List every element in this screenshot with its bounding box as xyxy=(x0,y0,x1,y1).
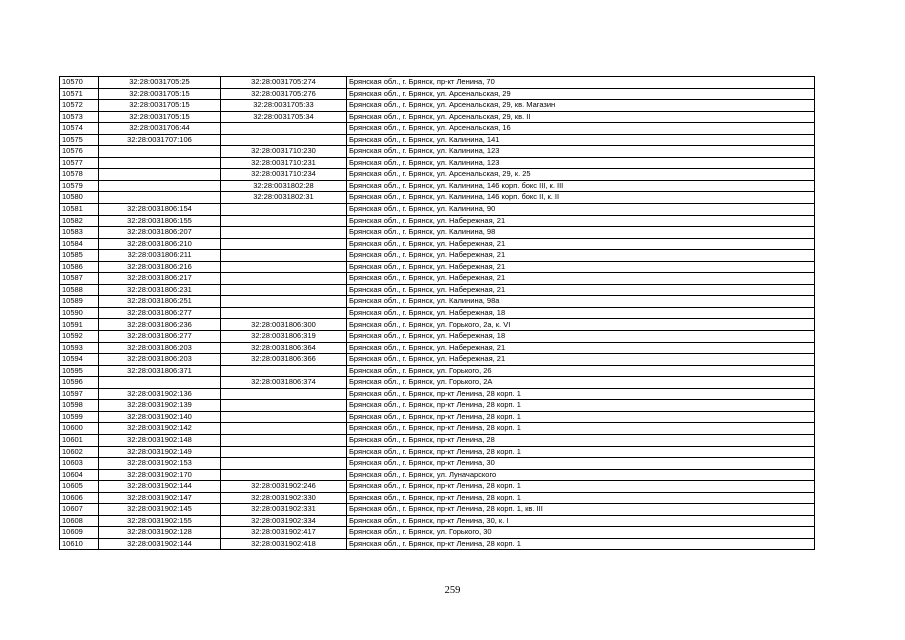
record-number-cell: 10587 xyxy=(60,273,99,285)
record-number-cell: 10578 xyxy=(60,169,99,181)
record-number-cell: 10590 xyxy=(60,307,99,319)
address-cell: Брянская обл., г. Брянск, пр-кт Ленина, 28 корп. 1 xyxy=(347,492,815,504)
table-row xyxy=(60,100,815,112)
parcel-number-cell xyxy=(99,146,221,158)
record-number-cell: 10603 xyxy=(60,458,99,470)
parcel-number-cell: 32:28:0031902:144 xyxy=(99,481,221,493)
object-number-cell: 32:28:0031902:417 xyxy=(221,527,347,539)
table-row xyxy=(60,261,815,273)
address-cell: Брянская обл., г. Брянск, ул. Набережная, 21 xyxy=(347,354,815,366)
parcel-number-cell: 32:28:0031806:277 xyxy=(99,307,221,319)
parcel-number-cell: 32:28:0031806:251 xyxy=(99,296,221,308)
record-number-cell: 10593 xyxy=(60,342,99,354)
object-number-cell: 32:28:0031902:334 xyxy=(221,515,347,527)
address-cell: Брянская обл., г. Брянск, ул. Калинина, 146 корп. бокс II, к. II xyxy=(347,192,815,204)
record-number-cell: 10576 xyxy=(60,146,99,158)
address-cell: Брянская обл., г. Брянск, ул. Набережная, 18 xyxy=(347,331,815,343)
address-cell: Брянская обл., г. Брянск, ул. Набережная, 21 xyxy=(347,261,815,273)
address-cell: Брянская обл., г. Брянск, ул. Арсенальская, 16 xyxy=(347,123,815,135)
record-number-cell: 10571 xyxy=(60,88,99,100)
record-number-cell: 10573 xyxy=(60,111,99,123)
record-number-cell: 10588 xyxy=(60,284,99,296)
record-number-cell: 10581 xyxy=(60,204,99,216)
table-row xyxy=(60,192,815,204)
parcel-number-cell: 32:28:0031902:139 xyxy=(99,400,221,412)
address-cell: Брянская обл., г. Брянск, пр-кт Ленина, 28 корп. 1 xyxy=(347,388,815,400)
parcel-number-cell: 32:28:0031902:145 xyxy=(99,504,221,516)
table-row xyxy=(60,515,815,527)
object-number-cell xyxy=(221,261,347,273)
parcel-number-cell: 32:28:0031806:231 xyxy=(99,284,221,296)
parcel-number-cell: 32:28:0031902:144 xyxy=(99,538,221,550)
address-cell: Брянская обл., г. Брянск, ул. Набережная, 21 xyxy=(347,342,815,354)
address-cell: Брянская обл., г. Брянск, пр-кт Ленина, 28 корп. 1 xyxy=(347,400,815,412)
object-number-cell: 32:28:0031802:31 xyxy=(221,192,347,204)
address-cell: Брянская обл., г. Брянск, ул. Арсенальская, 29, к. 25 xyxy=(347,169,815,181)
record-number-cell: 10600 xyxy=(60,423,99,435)
parcel-number-cell: 32:28:0031902:153 xyxy=(99,458,221,470)
parcel-number-cell: 32:28:0031806:203 xyxy=(99,354,221,366)
record-number-cell: 10607 xyxy=(60,504,99,516)
record-number-cell: 10591 xyxy=(60,319,99,331)
table-row xyxy=(60,411,815,423)
object-number-cell: 32:28:0031710:231 xyxy=(221,157,347,169)
record-number-cell: 10604 xyxy=(60,469,99,481)
table-row xyxy=(60,319,815,331)
record-number-cell: 10574 xyxy=(60,123,99,135)
record-number-cell: 10572 xyxy=(60,100,99,112)
object-number-cell: 32:28:0031902:418 xyxy=(221,538,347,550)
address-cell: Брянская обл., г. Брянск, ул. Калинина, 98а xyxy=(347,296,815,308)
parcel-number-cell: 32:28:0031806:207 xyxy=(99,227,221,239)
table-row xyxy=(60,123,815,135)
address-cell: Брянская обл., г. Брянск, ул. Луначарского xyxy=(347,469,815,481)
object-number-cell: 32:28:0031705:33 xyxy=(221,100,347,112)
parcel-number-cell: 32:28:0031902:148 xyxy=(99,434,221,446)
object-number-cell xyxy=(221,273,347,285)
table-row xyxy=(60,250,815,262)
object-number-cell xyxy=(221,215,347,227)
address-cell: Брянская обл., г. Брянск, пр-кт Ленина, 28 корп. 1 xyxy=(347,446,815,458)
object-number-cell xyxy=(221,296,347,308)
table-row xyxy=(60,458,815,470)
record-number-cell: 10595 xyxy=(60,365,99,377)
address-cell: Брянская обл., г. Брянск, ул. Арсенальская, 29 xyxy=(347,88,815,100)
table-row xyxy=(60,204,815,216)
parcel-number-cell: 32:28:0031707:106 xyxy=(99,134,221,146)
object-number-cell xyxy=(221,388,347,400)
parcel-number-cell: 32:28:0031902:155 xyxy=(99,515,221,527)
table-row xyxy=(60,157,815,169)
parcel-number-cell: 32:28:0031902:128 xyxy=(99,527,221,539)
object-number-cell xyxy=(221,284,347,296)
parcel-number-cell: 32:28:0031806:154 xyxy=(99,204,221,216)
table-row xyxy=(60,354,815,366)
parcel-number-cell: 32:28:0031806:155 xyxy=(99,215,221,227)
table-row xyxy=(60,342,815,354)
parcel-number-cell xyxy=(99,157,221,169)
table-row xyxy=(60,469,815,481)
object-number-cell xyxy=(221,307,347,319)
object-number-cell xyxy=(221,446,347,458)
parcel-number-cell: 32:28:0031902:149 xyxy=(99,446,221,458)
address-cell: Брянская обл., г. Брянск, пр-кт Ленина, 30 xyxy=(347,458,815,470)
record-number-cell: 10602 xyxy=(60,446,99,458)
record-number-cell: 10597 xyxy=(60,388,99,400)
object-number-cell: 32:28:0031710:230 xyxy=(221,146,347,158)
object-number-cell: 32:28:0031705:276 xyxy=(221,88,347,100)
parcel-number-cell: 32:28:0031705:15 xyxy=(99,88,221,100)
object-number-cell xyxy=(221,423,347,435)
parcel-number-cell: 32:28:0031806:277 xyxy=(99,331,221,343)
record-number-cell: 10609 xyxy=(60,527,99,539)
record-number-cell: 10585 xyxy=(60,250,99,262)
parcel-number-cell: 32:28:0031806:236 xyxy=(99,319,221,331)
address-cell: Брянская обл., г. Брянск, ул. Набережная, 21 xyxy=(347,238,815,250)
record-number-cell: 10606 xyxy=(60,492,99,504)
table-row xyxy=(60,111,815,123)
parcel-number-cell: 32:28:0031902:170 xyxy=(99,469,221,481)
table-row xyxy=(60,434,815,446)
address-cell: Брянская обл., г. Брянск, ул. Калинина, 146 корп. бокс III, к. III xyxy=(347,180,815,192)
record-number-cell: 10592 xyxy=(60,331,99,343)
address-cell: Брянская обл., г. Брянск, пр-кт Ленина, 70 xyxy=(347,77,815,89)
table-row xyxy=(60,446,815,458)
address-cell: Брянская обл., г. Брянск, пр-кт Ленина, 28 корп. 1 xyxy=(347,538,815,550)
parcel-number-cell: 32:28:0031902:140 xyxy=(99,411,221,423)
object-number-cell xyxy=(221,458,347,470)
table-row xyxy=(60,331,815,343)
object-number-cell xyxy=(221,411,347,423)
record-number-cell: 10570 xyxy=(60,77,99,89)
table-row xyxy=(60,169,815,181)
address-cell: Брянская обл., г. Брянск, ул. Калинина, 141 xyxy=(347,134,815,146)
address-cell: Брянская обл., г. Брянск, ул. Набережная, 21 xyxy=(347,250,815,262)
address-cell: Брянская обл., г. Брянск, пр-кт Ленина, 28 корп. 1 xyxy=(347,423,815,435)
object-number-cell xyxy=(221,469,347,481)
object-number-cell: 32:28:0031802:28 xyxy=(221,180,347,192)
record-number-cell: 10583 xyxy=(60,227,99,239)
parcel-number-cell: 32:28:0031902:147 xyxy=(99,492,221,504)
table-row xyxy=(60,481,815,493)
record-number-cell: 10582 xyxy=(60,215,99,227)
parcel-number-cell: 32:28:0031705:15 xyxy=(99,111,221,123)
object-number-cell xyxy=(221,434,347,446)
record-number-cell: 10596 xyxy=(60,377,99,389)
address-cell: Брянская обл., г. Брянск, ул. Набережная, 21 xyxy=(347,284,815,296)
parcel-number-cell: 32:28:0031705:15 xyxy=(99,100,221,112)
table-row xyxy=(60,77,815,89)
address-cell: Брянская обл., г. Брянск, ул. Арсенальская, 29, кв. Магазин xyxy=(347,100,815,112)
object-number-cell xyxy=(221,238,347,250)
parcel-number-cell: 32:28:0031705:25 xyxy=(99,77,221,89)
record-number-cell: 10579 xyxy=(60,180,99,192)
table-row xyxy=(60,215,815,227)
record-number-cell: 10599 xyxy=(60,411,99,423)
address-cell: Брянская обл., г. Брянск, пр-кт Ленина, 28 xyxy=(347,434,815,446)
record-number-cell: 10584 xyxy=(60,238,99,250)
table-row xyxy=(60,273,815,285)
parcel-number-cell: 32:28:0031902:142 xyxy=(99,423,221,435)
record-number-cell: 10608 xyxy=(60,515,99,527)
record-number-cell: 10586 xyxy=(60,261,99,273)
object-number-cell xyxy=(221,400,347,412)
record-number-cell: 10610 xyxy=(60,538,99,550)
parcel-number-cell xyxy=(99,377,221,389)
address-cell: Брянская обл., г. Брянск, ул. Арсенальская, 29, кв. II xyxy=(347,111,815,123)
table-body xyxy=(60,77,815,550)
parcel-number-cell: 32:28:0031806:211 xyxy=(99,250,221,262)
table-row xyxy=(60,504,815,516)
address-cell: Брянская обл., г. Брянск, пр-кт Ленина, 28 корп. 1 xyxy=(347,411,815,423)
object-number-cell xyxy=(221,204,347,216)
parcel-number-cell xyxy=(99,169,221,181)
page-number: 259 xyxy=(444,585,461,596)
record-number-cell: 10594 xyxy=(60,354,99,366)
object-number-cell: 32:28:0031806:300 xyxy=(221,319,347,331)
address-cell: Брянская обл., г. Брянск, ул. Калинина, 90 xyxy=(347,204,815,216)
object-number-cell xyxy=(221,123,347,135)
table-row xyxy=(60,134,815,146)
parcel-number-cell xyxy=(99,180,221,192)
table-row xyxy=(60,400,815,412)
address-cell: Брянская обл., г. Брянск, ул. Горького, 2а, к. VI xyxy=(347,319,815,331)
object-number-cell xyxy=(221,227,347,239)
object-number-cell xyxy=(221,134,347,146)
object-number-cell xyxy=(221,365,347,377)
record-number-cell: 10598 xyxy=(60,400,99,412)
record-number-cell: 10580 xyxy=(60,192,99,204)
parcel-number-cell: 32:28:0031706:44 xyxy=(99,123,221,135)
object-number-cell: 32:28:0031705:34 xyxy=(221,111,347,123)
record-number-cell: 10575 xyxy=(60,134,99,146)
table-row xyxy=(60,180,815,192)
object-number-cell: 32:28:0031902:331 xyxy=(221,504,347,516)
address-cell: Брянская обл., г. Брянск, ул. Горького, 2А xyxy=(347,377,815,389)
parcel-number-cell: 32:28:0031806:216 xyxy=(99,261,221,273)
table-row xyxy=(60,527,815,539)
table-row xyxy=(60,307,815,319)
address-cell: Брянская обл., г. Брянск, ул. Набережная, 21 xyxy=(347,215,815,227)
parcel-number-cell: 32:28:0031902:136 xyxy=(99,388,221,400)
address-cell: Брянская обл., г. Брянск, ул. Набережная, 18 xyxy=(347,307,815,319)
record-number-cell: 10589 xyxy=(60,296,99,308)
table-row xyxy=(60,377,815,389)
record-number-cell: 10601 xyxy=(60,434,99,446)
address-cell: Брянская обл., г. Брянск, ул. Горького, 30 xyxy=(347,527,815,539)
address-cell: Брянская обл., г. Брянск, ул. Калинина, 123 xyxy=(347,157,815,169)
parcel-number-cell: 32:28:0031806:371 xyxy=(99,365,221,377)
object-number-cell: 32:28:0031902:246 xyxy=(221,481,347,493)
address-cell: Брянская обл., г. Брянск, ул. Горького, 26 xyxy=(347,365,815,377)
object-number-cell: 32:28:0031806:374 xyxy=(221,377,347,389)
table-row xyxy=(60,365,815,377)
object-number-cell: 32:28:0031806:364 xyxy=(221,342,347,354)
table-row xyxy=(60,238,815,250)
table-row xyxy=(60,388,815,400)
table-row xyxy=(60,146,815,158)
table-row xyxy=(60,538,815,550)
object-number-cell: 32:28:0031902:330 xyxy=(221,492,347,504)
object-number-cell: 32:28:0031705:274 xyxy=(221,77,347,89)
table-row xyxy=(60,492,815,504)
address-cell: Брянская обл., г. Брянск, ул. Калинина, 98 xyxy=(347,227,815,239)
table-row xyxy=(60,88,815,100)
table-row xyxy=(60,296,815,308)
record-number-cell: 10605 xyxy=(60,481,99,493)
table-row xyxy=(60,423,815,435)
parcel-number-cell: 32:28:0031806:203 xyxy=(99,342,221,354)
object-number-cell: 32:28:0031710:234 xyxy=(221,169,347,181)
address-cell: Брянская обл., г. Брянск, ул. Калинина, 123 xyxy=(347,146,815,158)
object-number-cell: 32:28:0031806:319 xyxy=(221,331,347,343)
parcel-number-cell xyxy=(99,192,221,204)
address-cell: Брянская обл., г. Брянск, ул. Набережная, 21 xyxy=(347,273,815,285)
address-cell: Брянская обл., г. Брянск, пр-кт Ленина, 28 корп. 1 xyxy=(347,481,815,493)
address-cell: Брянская обл., г. Брянск, пр-кт Ленина, 28 корп. 1, кв. III xyxy=(347,504,815,516)
object-number-cell: 32:28:0031806:366 xyxy=(221,354,347,366)
table-row xyxy=(60,284,815,296)
table-row xyxy=(60,227,815,239)
parcel-number-cell: 32:28:0031806:217 xyxy=(99,273,221,285)
cadastral-table xyxy=(59,76,815,550)
parcel-number-cell: 32:28:0031806:210 xyxy=(99,238,221,250)
address-cell: Брянская обл., г. Брянск, пр-кт Ленина, 30, к. I xyxy=(347,515,815,527)
object-number-cell xyxy=(221,250,347,262)
record-number-cell: 10577 xyxy=(60,157,99,169)
